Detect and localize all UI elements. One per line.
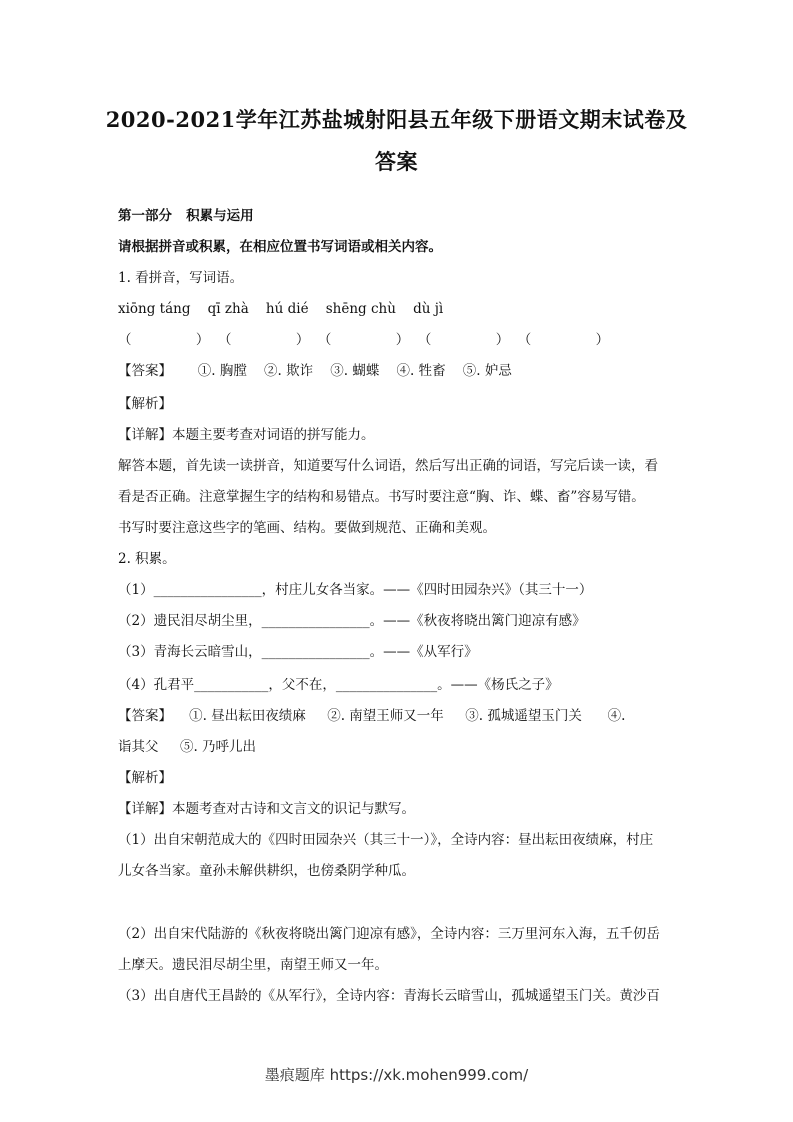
q1-analysis-label: 【解析】 <box>118 396 172 412</box>
q1-stem: 1. 看拼音，写词语。 <box>118 270 244 286</box>
q2-paragraph-1-line-2: 儿女各当家。童孙未解供耕织，也傍桑阴学种瓜。 <box>118 863 415 879</box>
q2-paragraph-3-line-1: （3）出自唐代王昌龄的《从军行》，全诗内容：青海长云暗雪山，孤城遥望玉门关。黄沙百 <box>118 988 660 1004</box>
q1-pinyin: xiōng táng qī zhà hú dié shēng chù dù jì <box>118 301 444 317</box>
section-heading: 第一部分 积累与运用 <box>118 208 254 224</box>
q1-explanation-line-3: 书写时要注意这些字的笔画、结构。要做到规范、正确和美观。 <box>118 520 496 536</box>
q2-stem: 2. 积累。 <box>118 551 176 567</box>
q1-detail: 【详解】本题主要考查对词语的拼写能力。 <box>118 427 375 443</box>
q1-answer-blanks: （ ） （ ） （ ） （ ） （ ） <box>118 332 610 348</box>
q2-paragraph-2-line-1: （2）出自宋代陆游的《秋夜将晓出篱门迎凉有感》，全诗内容：三万里河东入海，五千仞岳 <box>118 926 660 942</box>
q1-explanation-line-2: 看是否正确。注意掌握生字的结构和易错点。书写时要注意“胸、诈、蝶、畜”容易写错。 <box>118 489 645 505</box>
q2-item-4: （4）孔君平___________，父不在，_______________。——《杨氏之子》 <box>118 677 559 693</box>
q2-item-3: （3）青海长云暗雪山，________________。——《从军行》 <box>118 644 478 660</box>
document-title-line-2: 答案 <box>375 149 418 174</box>
q2-answer-line-1: 【答案】 ①. 昼出耘田夜绩麻 ②. 南望王师又一年 ③. 孤城遥望玉门关 ④. <box>118 708 626 724</box>
site-footer: 墨痕题库 https://xk.mohen999.com/ <box>264 1066 529 1084</box>
q2-detail: 【详解】本题考查对古诗和文言文的识记与默写。 <box>118 801 415 817</box>
q2-paragraph-2-line-2: 上摩天。遗民泪尽胡尘里，南望王师又一年。 <box>118 957 388 973</box>
q2-analysis-label: 【解析】 <box>118 770 172 786</box>
q2-paragraph-1-line-1: （1）出自宋朝范成大的《四时田园杂兴（其三十一）》，全诗内容：昼出耘田夜绩麻，村庄 <box>118 832 654 848</box>
q2-item-2: （2）遗民泪尽胡尘里，________________。——《秋夜将晓出篱门迎凉有感》 <box>118 613 586 629</box>
q2-item-1: （1）________________，村庄儿女各当家。——《四时田园杂兴》（其三十一） <box>118 582 593 598</box>
q1-answer: 【答案】 ①. 胸膛 ②. 欺诈 ③. 蝴蝶 ④. 牲畜 ⑤. 妒忌 <box>118 363 512 379</box>
q1-explanation-line-1: 解答本题，首先读一读拼音，知道要写什么词语，然后写出正确的词语，写完后读一读，看 <box>118 458 658 474</box>
instruction-text: 请根据拼音或积累，在相应位置书写词语或相关内容。 <box>118 239 442 255</box>
document-title-line-1: 2020-2021学年江苏盐城射阳县五年级下册语文期末试卷及 <box>105 107 688 132</box>
q2-answer-line-2: 诣其父 ⑤. 乃呼儿出 <box>118 739 257 755</box>
